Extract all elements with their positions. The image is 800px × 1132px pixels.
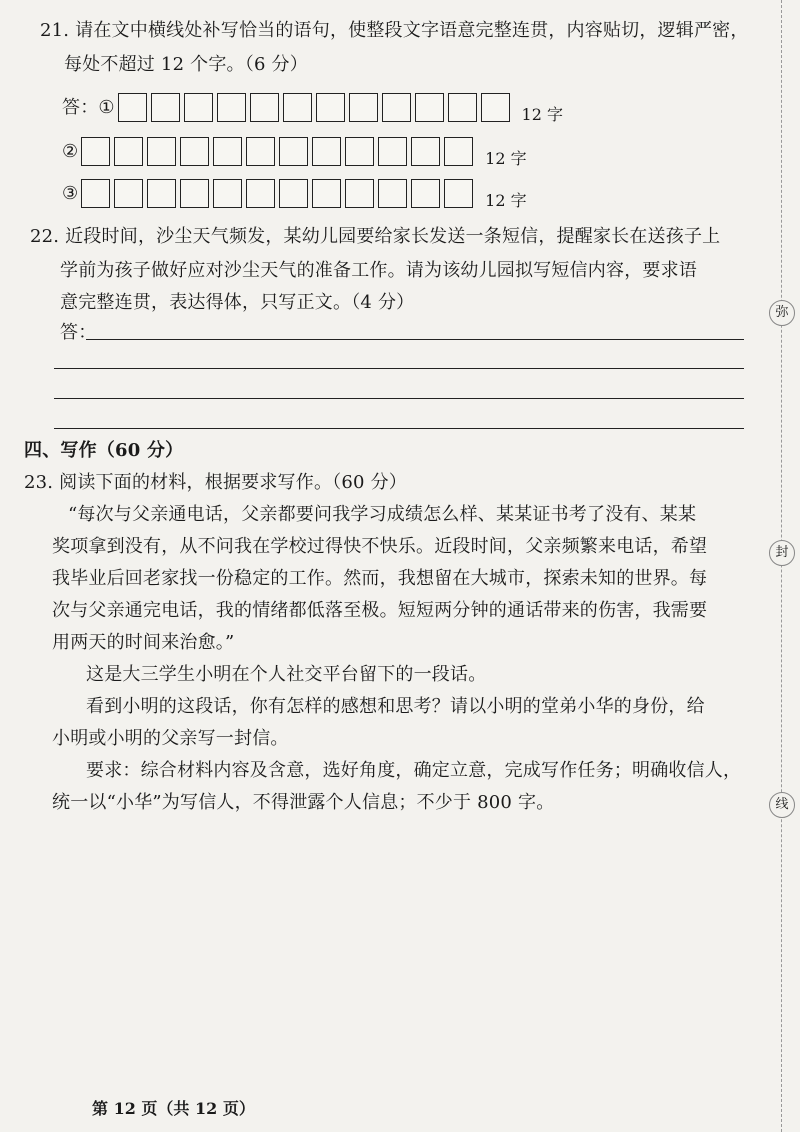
word-count-label: 12 字 <box>521 105 563 124</box>
quote-line: 奖项拿到没有，从不问我在学校过得快不快乐。近段时间，父亲频繁来电话，希望 <box>52 536 708 557</box>
word-count-label: 12 字 <box>485 191 527 210</box>
char-box[interactable] <box>378 179 407 208</box>
char-box[interactable] <box>81 137 110 166</box>
char-box[interactable] <box>213 137 242 166</box>
char-box[interactable] <box>411 179 440 208</box>
paragraph: 要求：综合材料内容及含意，选好角度，确定立意，完成写作任务；明确收信人， <box>86 760 742 781</box>
char-box[interactable] <box>180 179 209 208</box>
char-box[interactable] <box>246 179 275 208</box>
q22-line1: 22. 近段时间，沙尘天气频发，某幼儿园要给家长发送一条短信，提醒家长在送孩子上 <box>30 226 721 247</box>
seal-mark: 线 <box>769 792 795 818</box>
answer-line[interactable] <box>54 398 744 399</box>
char-box[interactable] <box>316 93 345 122</box>
q21-line1: 21. 请在文中横线处补写恰当的语句，使整段文字语意完整连贯，内容贴切，逻辑严密， <box>40 20 749 41</box>
char-box[interactable] <box>312 179 341 208</box>
q21-answer-row-3[interactable] <box>62 176 527 211</box>
page-number: 第 12 页（共 12 页） <box>92 1099 255 1118</box>
char-box[interactable] <box>147 137 176 166</box>
row-marker: ① <box>98 97 115 118</box>
char-box[interactable] <box>411 137 440 166</box>
char-box[interactable] <box>448 93 477 122</box>
q21-line2: 每处不超过 12 个字。（6 分） <box>64 54 308 75</box>
char-box[interactable] <box>382 93 411 122</box>
paragraph: 这是大三学生小明在个人社交平台留下的一段话。 <box>86 664 487 685</box>
q21-answer-row-1[interactable] <box>62 90 563 125</box>
char-box[interactable] <box>151 93 180 122</box>
char-box[interactable] <box>81 179 110 208</box>
quote-line: “每次与父亲通电话，父亲都要问我学习成绩怎么样、某某证书考了没有、某某 <box>68 504 697 525</box>
char-box[interactable] <box>349 93 378 122</box>
char-box[interactable] <box>378 137 407 166</box>
char-box[interactable] <box>415 93 444 122</box>
char-box[interactable] <box>213 179 242 208</box>
seal-mark: 封 <box>769 540 795 566</box>
quote-line: 我毕业后回老家找一份稳定的工作。然而，我想留在大城市，探索未知的世界。每 <box>52 568 708 589</box>
q21-answer-prefix: 答： <box>62 96 99 118</box>
char-box[interactable] <box>279 179 308 208</box>
char-box[interactable] <box>444 179 473 208</box>
char-box[interactable] <box>345 137 374 166</box>
quote-line: 次与父亲通完电话，我的情绪都低落至极。短短两分钟的通话带来的伤害，我需要 <box>52 600 708 621</box>
char-box[interactable] <box>180 137 209 166</box>
answer-line[interactable] <box>86 339 744 340</box>
char-box[interactable] <box>184 93 213 122</box>
word-count-label: 12 字 <box>485 149 527 168</box>
answer-line[interactable] <box>54 428 744 429</box>
char-box[interactable] <box>444 137 473 166</box>
char-box[interactable] <box>114 137 143 166</box>
char-box[interactable] <box>114 179 143 208</box>
q22-line3: 意完整连贯，表达得体，只写正文。（4 分） <box>60 292 415 313</box>
row-marker: ② <box>62 141 79 162</box>
char-box[interactable] <box>250 93 279 122</box>
char-box[interactable] <box>147 179 176 208</box>
q21-answer-row-2[interactable] <box>62 134 527 169</box>
q23-line1: 23. 阅读下面的材料，根据要求写作。（60 分） <box>24 472 407 493</box>
char-box[interactable] <box>118 93 147 122</box>
section-title: 四、写作（60 分） <box>24 440 184 461</box>
paragraph: 小明或小明的父亲写一封信。 <box>52 728 289 749</box>
q22-answer-prefix: 答： <box>60 322 97 343</box>
answer-line[interactable] <box>54 368 744 369</box>
char-box[interactable] <box>217 93 246 122</box>
paragraph: 看到小明的这段话，你有怎样的感想和思考？请以小明的堂弟小华的身份，给 <box>86 696 705 717</box>
row-marker: ③ <box>62 183 79 204</box>
char-box[interactable] <box>481 93 510 122</box>
seal-mark: 弥 <box>769 300 795 326</box>
char-box[interactable] <box>312 137 341 166</box>
q22-line2: 学前为孩子做好应对沙尘天气的准备工作。请为该幼儿园拟写短信内容，要求语 <box>60 260 697 281</box>
char-box[interactable] <box>246 137 275 166</box>
paragraph: 统一以“小华”为写信人，不得泄露个人信息；不少于 800 字。 <box>52 792 555 813</box>
binding-dashed-line <box>781 0 782 1132</box>
char-box[interactable] <box>279 137 308 166</box>
char-box[interactable] <box>283 93 312 122</box>
char-box[interactable] <box>345 179 374 208</box>
quote-line: 用两天的时间来治愈。” <box>52 632 235 653</box>
